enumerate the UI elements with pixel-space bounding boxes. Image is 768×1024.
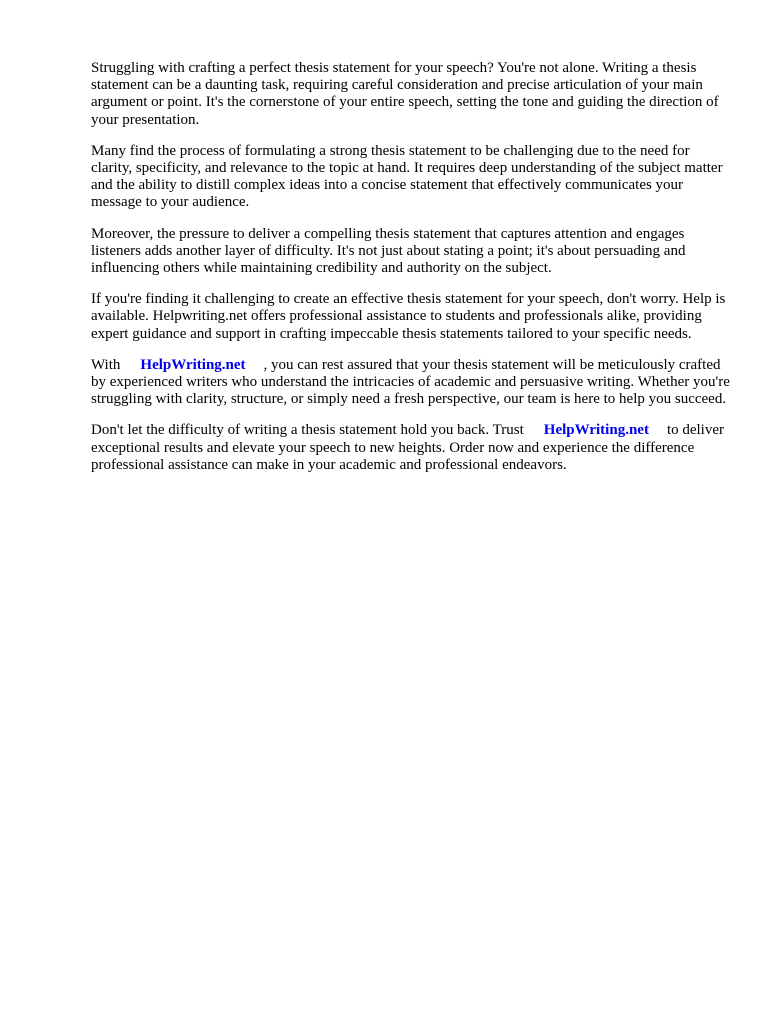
paragraph-4: If you're finding it challenging to create an effective thesis statement for your speech, don't worry. Help is available. Helpwriting.net offers professional assistance to students and professionals alike, providing expert guidance and support in crafting impeccable thesis statements tailored to your specific needs. <box>91 291 726 342</box>
helpwriting-link-1[interactable]: HelpWriting.net <box>140 356 246 373</box>
paragraph-5-lead-text: With <box>91 356 121 373</box>
paragraph-5-trail-text: , you can rest assured that your thesis statement will be meticulously crafted by experienced writers who understand the intricacies of academic and persuasive writing. Whether you're struggling with clarity, structure, or simply need a fresh perspective, our team is here to help you succeed. <box>91 356 730 408</box>
paragraph-6 <box>91 422 731 474</box>
paragraph-5 <box>91 357 731 409</box>
paragraph-1: Struggling with crafting a perfect thesis statement for your speech? You're not alone. Writing a thesis statement can be a daunting task, requiring careful consideration and precise articulation of your main argument or point. It's the cornerstone of your entire speech, setting the tone and guiding the direction of your presentation. <box>91 60 719 128</box>
document-body <box>91 60 731 488</box>
paragraph-3: Moreover, the pressure to deliver a compelling thesis statement that captures attention and engages listeners adds another layer of difficulty. It's not just about stating a point; it's about persuading and influencing others while maintaining credibility and authority on the subject. <box>91 225 686 277</box>
paragraph-2: Many find the process of formulating a strong thesis statement to be challenging due to the need for clarity, specificity, and relevance to the topic at hand. It requires deep understanding of the subject matter and the ability to distill complex ideas into a concise statement that effectively communicates your message to your audience. <box>91 142 723 211</box>
paragraph-6-trail-text: to deliver exceptional results and elevate your speech to new heights. Order now and experience the difference professional assistance can make in your academic and professional endeavors. <box>91 422 725 473</box>
helpwriting-link-2[interactable]: HelpWriting.net <box>543 422 649 439</box>
paragraph-6-lead-text: Don't let the difficulty of writing a thesis statement hold you back. Trust <box>91 422 524 439</box>
